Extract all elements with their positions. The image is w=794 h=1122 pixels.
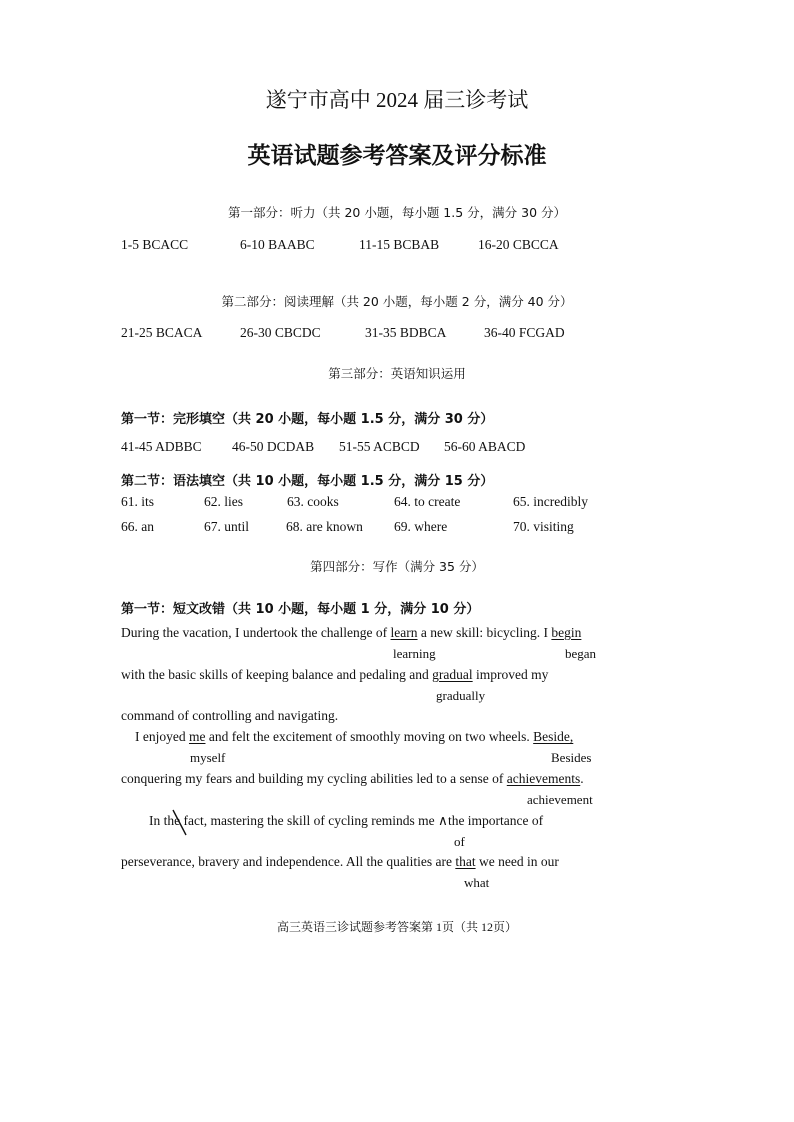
answer-group: 21-25 BCACA [121, 325, 203, 340]
grammar-answer: 61. its [121, 494, 155, 509]
answer-group: 11-15 BCBAB [359, 237, 440, 252]
answer-group: 1-5 BCACC [121, 237, 189, 252]
answer-group: 16-20 CBCCA [478, 237, 559, 252]
error-word: that [455, 854, 476, 869]
passage-line: perseverance, bravery and independence. All the qualities are that we need in our [121, 854, 559, 869]
insert-caret: ∧ [438, 813, 448, 828]
error-word: learn [390, 625, 418, 640]
exam-title: 遂宁市高中 2024 届三诊考试 [265, 88, 529, 112]
error-word: achievements [506, 771, 581, 786]
document-title: 英语试题参考答案及评分标准 [247, 143, 547, 169]
passage-line: I enjoyed me and felt the excitement of smoothly moving on two wheels. Beside, [135, 729, 574, 744]
error-word: Beside, [533, 729, 574, 744]
grammar-answer: 67. until [204, 519, 250, 534]
section-heading: 第一节：完形填空（共 20 小题，每小题 1.5 分，满分 30 分） [121, 412, 494, 427]
error-word: me [188, 729, 206, 744]
answer-group: 31-35 BDBCA [365, 325, 447, 340]
answer-group: 51-55 ACBCD [339, 439, 420, 454]
correction: gradually [436, 688, 486, 703]
correction: what [464, 875, 490, 890]
error-word: begin [551, 625, 582, 640]
answer-group: 6-10 BAABC [240, 237, 315, 252]
grammar-answer: 70. visiting [513, 519, 574, 534]
correction: learning [393, 646, 436, 661]
section-heading: 第一节：短文改错（共 10 小题，每小题 1 分，满分 10 分） [121, 602, 480, 617]
grammar-answer: 63. cooks [287, 494, 339, 509]
section-heading: 第二节：语法填空（共 10 小题，每小题 1.5 分，满分 15 分） [121, 474, 494, 489]
passage-line: In the fact, mastering the skill of cycling reminds me ∧the importance of [149, 813, 544, 828]
strike-mark [170, 808, 190, 838]
passage-line: with the basic skills of keeping balance and pedaling and gradual improved my [121, 667, 549, 682]
part4-heading: 第四部分：写作（满分 35 分） [310, 559, 484, 574]
correction: began [565, 646, 597, 661]
grammar-answer: 66. an [121, 519, 154, 534]
part2-heading: 第二部分：阅读理解（共 20 小题，每小题 2 分，满分 40 分） [221, 294, 573, 309]
correction: Besides [551, 750, 592, 765]
answer-group: 41-45 ADBBC [121, 439, 202, 454]
part3-heading: 第三部分：英语知识运用 [328, 366, 466, 381]
correction: of [454, 834, 465, 849]
correction: myself [190, 750, 226, 765]
correction: achievement [527, 792, 593, 807]
grammar-answer: 65. incredibly [513, 494, 588, 509]
answer-group: 56-60 ABACD [444, 439, 526, 454]
passage-line: conquering my fears and building my cycling abilities led to a sense of achievements. [121, 771, 584, 786]
grammar-answer: 64. to create [394, 494, 461, 509]
answer-group: 26-30 CBCDC [240, 325, 321, 340]
page-footer: 高三英语三诊试题参考答案第 1页（共 12页） [276, 920, 517, 934]
answer-group: 36-40 FCGAD [484, 325, 565, 340]
error-word: gradual [432, 667, 473, 682]
grammar-answer: 68. are known [286, 519, 363, 534]
passage-line: During the vacation, I undertook the challenge of learn a new skill: bicycling. I begin [121, 625, 582, 640]
passage-line: command of controlling and navigating. [121, 708, 339, 723]
grammar-answer: 62. lies [204, 494, 243, 509]
answer-group: 46-50 DCDAB [232, 439, 315, 454]
part1-heading: 第一部分：听力（共 20 小题，每小题 1.5 分，满分 30 分） [227, 205, 567, 220]
grammar-answer: 69. where [394, 519, 448, 534]
